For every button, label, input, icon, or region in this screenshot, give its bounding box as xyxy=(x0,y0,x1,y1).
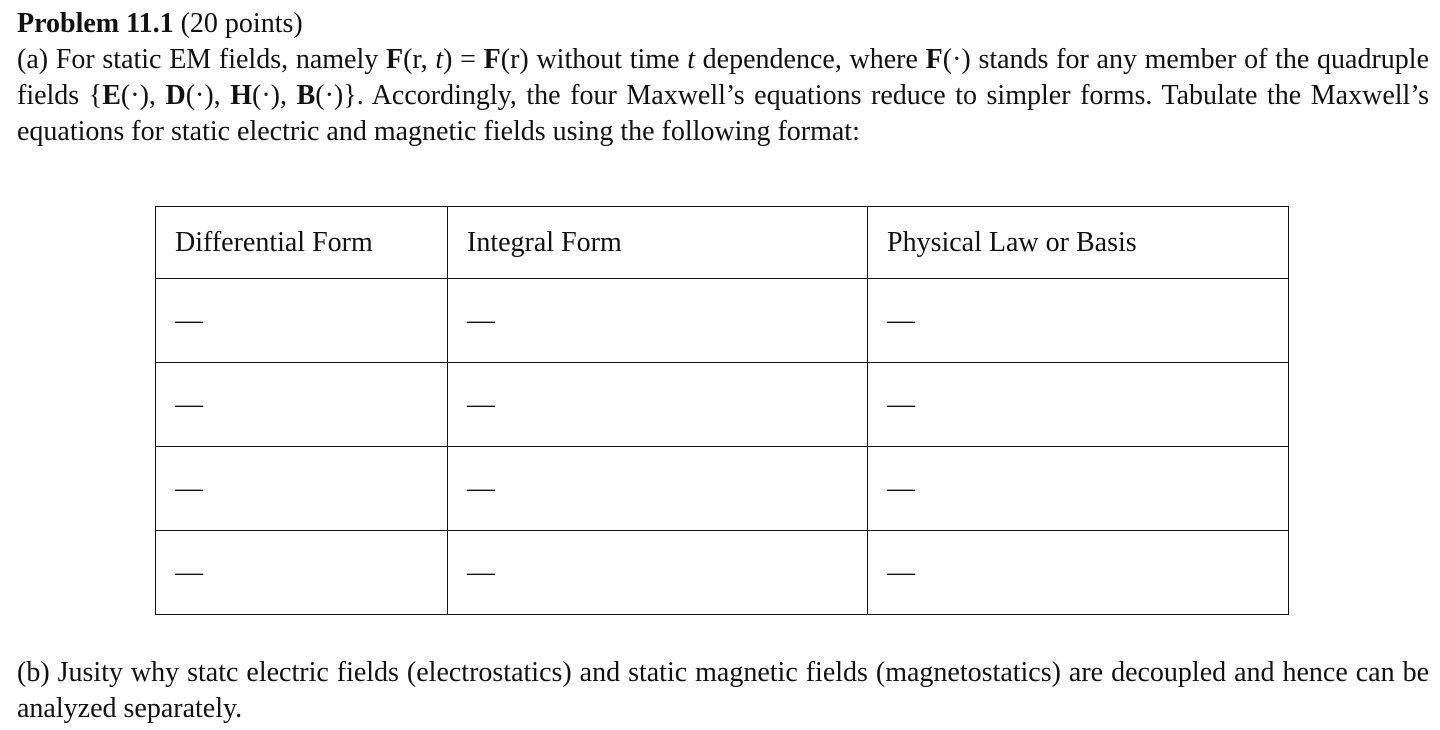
header-differential-form: Differential Form xyxy=(156,207,448,279)
table-row xyxy=(156,447,1289,531)
table-header-row xyxy=(156,207,1289,279)
table-cell: — xyxy=(448,363,868,447)
header-physical-law: Physical Law or Basis xyxy=(868,207,1289,279)
problem-text xyxy=(17,6,1429,150)
table-cell: — xyxy=(448,447,868,531)
header-integral-form: Integral Form xyxy=(448,207,868,279)
table-cell: — xyxy=(868,531,1289,615)
table-cell: — xyxy=(156,531,448,615)
table-cell: — xyxy=(156,363,448,447)
problem-points: (20 points) xyxy=(180,8,303,39)
part-b-paragraph: (b) Jusity why statc electric fields (electrostatics) and static magnetic fields (magnetostatics) are decoupled and hence can be analyzed separately. xyxy=(17,657,1429,724)
problem-heading xyxy=(17,6,1429,42)
part-a-paragraph: (a) For static EM fields, namely F(r, t) = F(r) without time t dependence, where F(·) stands for any member of the quadruple fields {E(·), D(·), H(·), B(·)}. Accordingly, the four Maxwell’s equations reduce to simpler forms. Tabulate the Maxwell’s equations for static electric and magnetic fields using the following format: xyxy=(17,44,1430,147)
problem-title: Problem 11.1 xyxy=(17,8,174,39)
table-row xyxy=(156,363,1289,447)
table-cell: — xyxy=(868,447,1289,531)
table-cell: — xyxy=(448,531,868,615)
table-cell: — xyxy=(868,279,1289,363)
table-cell: — xyxy=(156,279,448,363)
maxwell-equations-table xyxy=(155,206,1289,615)
table-cell: — xyxy=(156,447,448,531)
table-cell: — xyxy=(448,279,868,363)
table-row xyxy=(156,279,1289,363)
table-cell: — xyxy=(868,363,1289,447)
table-row xyxy=(156,531,1289,615)
